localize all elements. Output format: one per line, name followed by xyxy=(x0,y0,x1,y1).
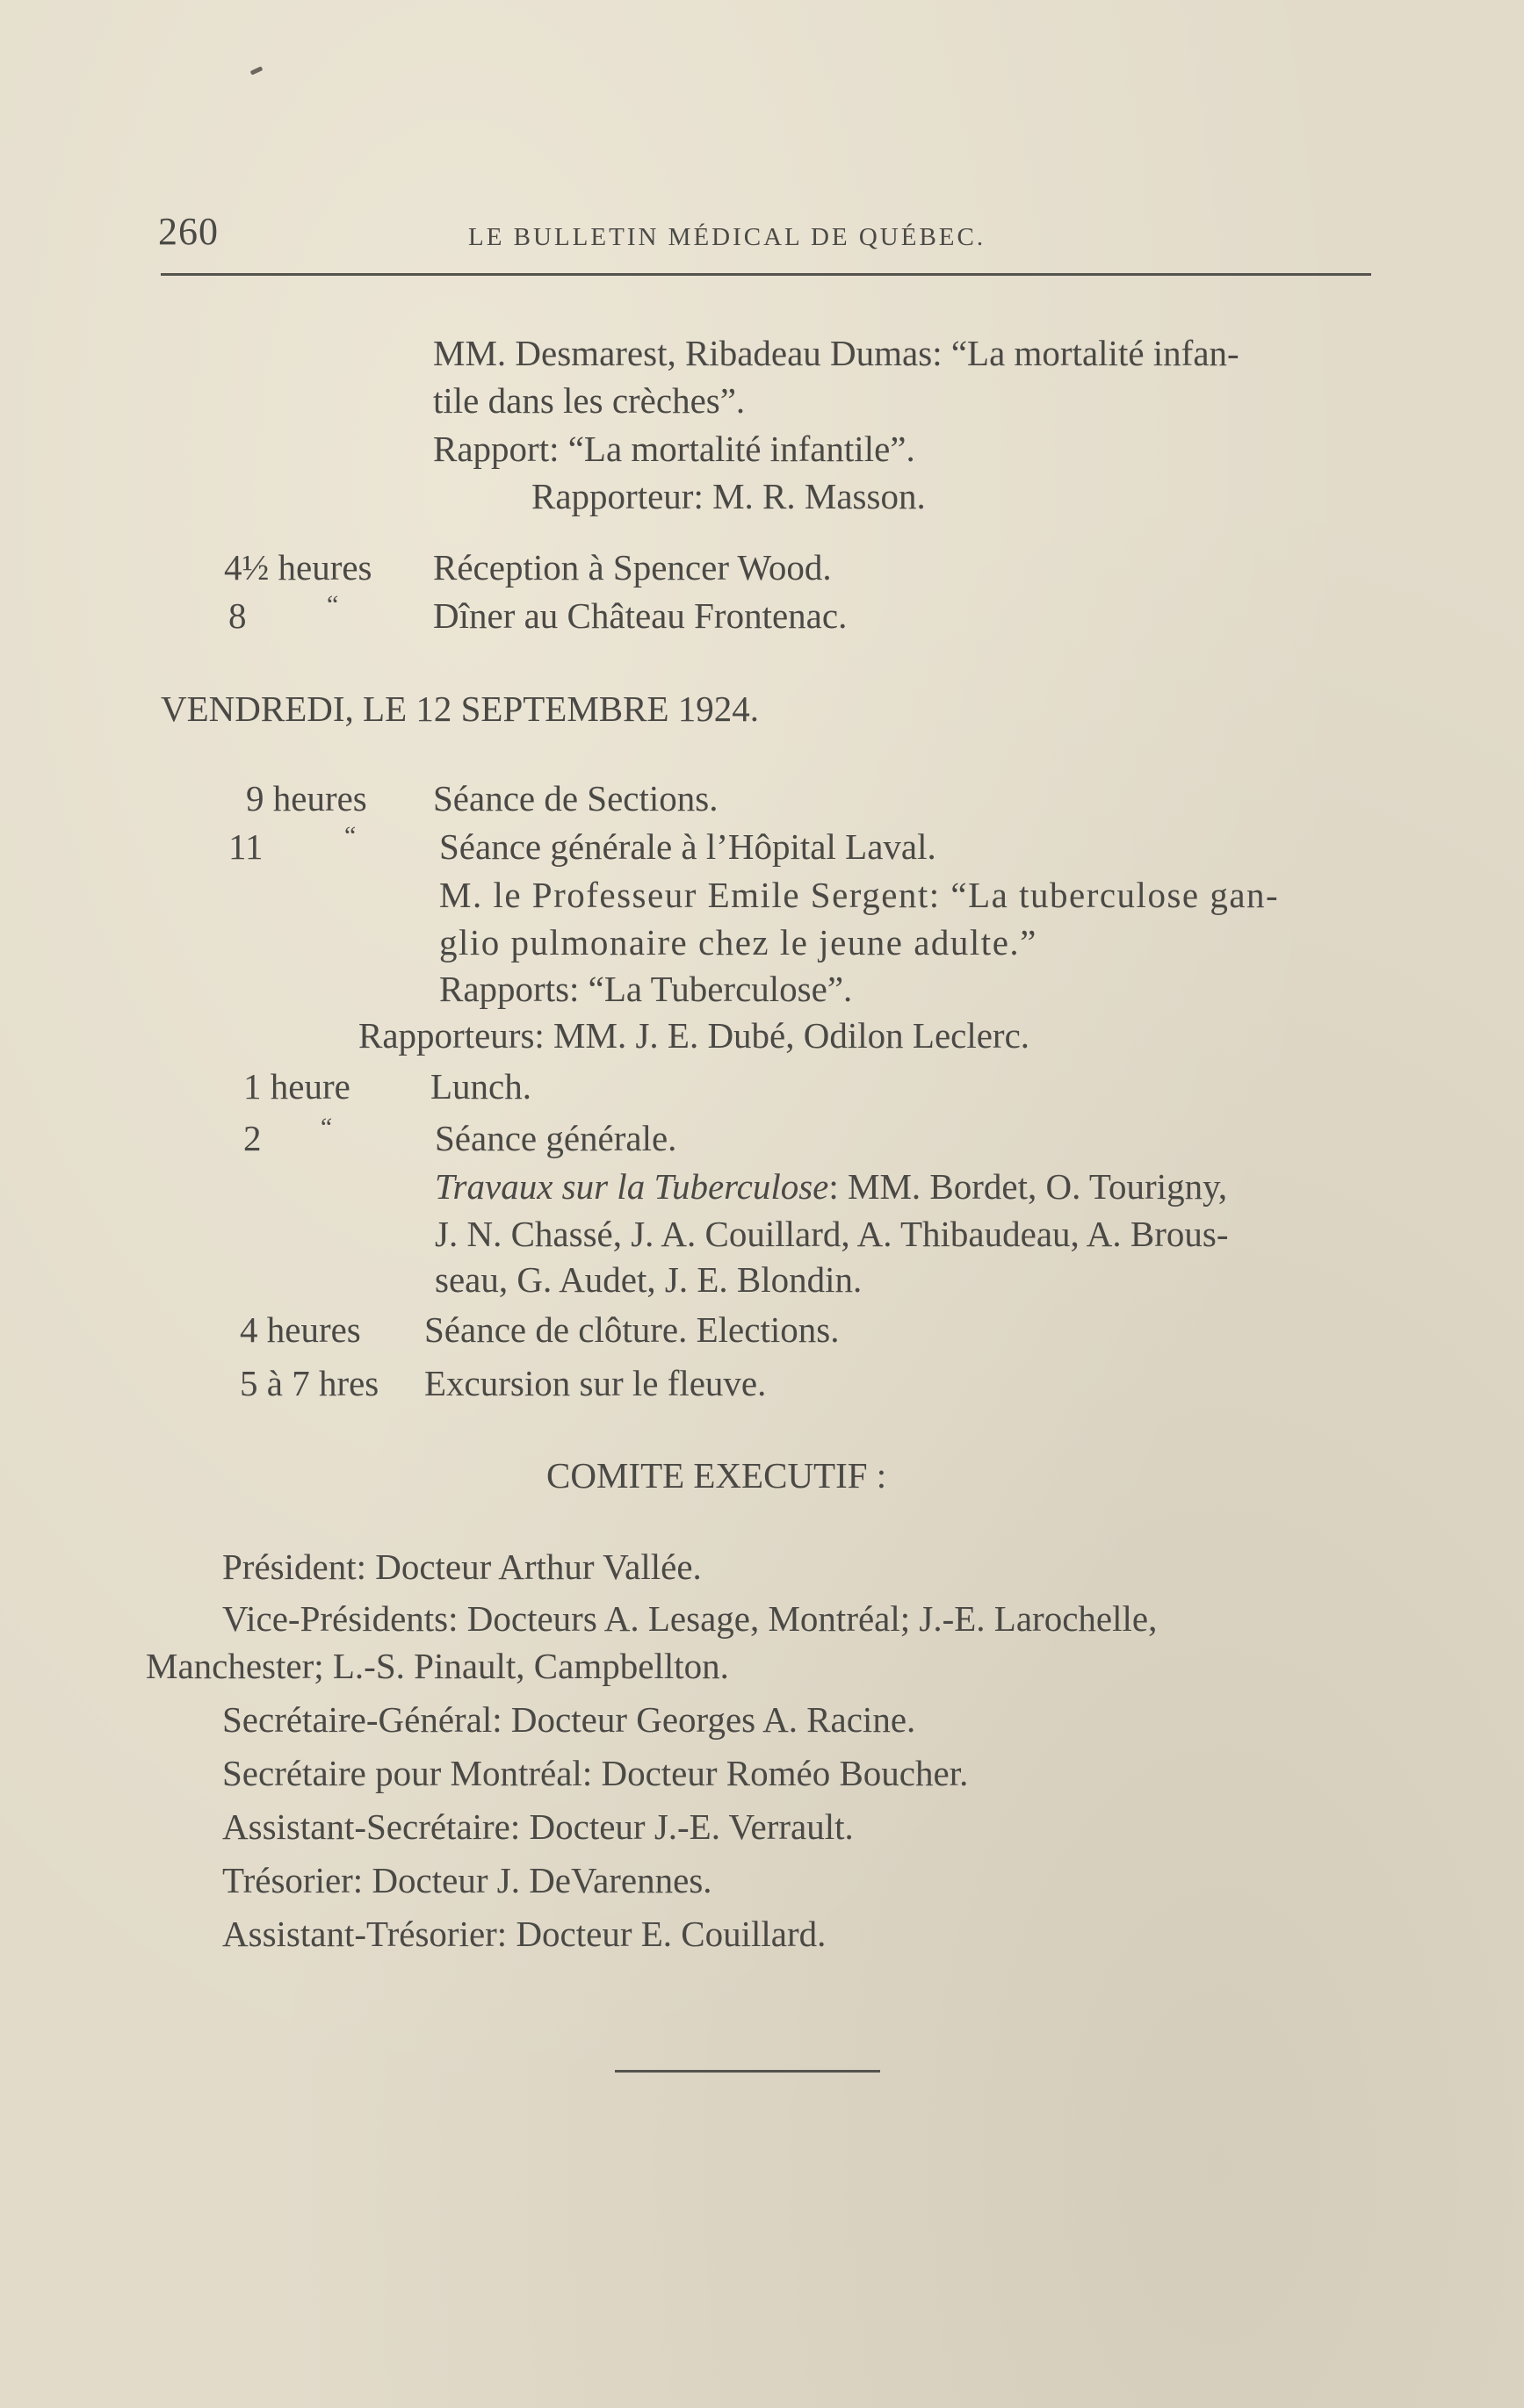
rapport-line: Rapport: “La mortalité infantile”. xyxy=(433,429,915,469)
travaux-names-1: : MM. Bordet, O. Tourigny, xyxy=(828,1166,1228,1207)
committee-assistant-tresorier: Assistant-Trésorier: Docteur E. Couillard. xyxy=(222,1914,827,1954)
rapporteur-line: Rapporteur: M. R. Masson. xyxy=(531,476,926,516)
event-cloture: Séance de clôture. Elections. xyxy=(424,1309,840,1350)
event-lunch: Lunch. xyxy=(430,1066,531,1107)
event-seance-generale-afternoon: Séance générale. xyxy=(435,1118,677,1158)
closing-rule xyxy=(615,2070,880,2073)
rapports-tuberculose: Rapports: “La Tuberculose”. xyxy=(439,969,853,1009)
time-lunch: 1 heure xyxy=(243,1066,350,1107)
time-seance-generale-ditto: “ xyxy=(344,821,357,850)
event-reception: Réception à Spencer Wood. xyxy=(433,547,832,588)
time-excursion: 5 à 7 hres xyxy=(240,1363,379,1403)
day-heading-friday: VENDREDI, LE 12 SEPTEMBRE 1924. xyxy=(161,689,760,729)
speakers-line-1: MM. Desmarest, Ribadeau Dumas: “La mortalité infan- xyxy=(433,333,1239,373)
committee-secretaire-general: Secrétaire-Général: Docteur Georges A. Racine. xyxy=(222,1699,916,1740)
header-rule xyxy=(161,273,1371,276)
committee-vice-presidents-1: Vice-Présidents: Docteurs A. Lesage, Montréal; J.-E. Larochelle, xyxy=(222,1598,1158,1639)
committee-president: Président: Docteur Arthur Vallée. xyxy=(222,1546,702,1587)
travaux-line-3: seau, G. Audet, J. E. Blondin. xyxy=(435,1259,863,1300)
event-seance-hopital-laval: Séance générale à l’Hôpital Laval. xyxy=(439,826,936,867)
event-sections: Séance de Sections. xyxy=(433,778,719,818)
rapporteurs-tuberculose: Rapporteurs: MM. J. E. Dubé, Odilon Leclerc. xyxy=(358,1015,1030,1056)
committee-secretaire-montreal: Secrétaire pour Montréal: Docteur Roméo Boucher. xyxy=(222,1753,969,1793)
committee-assistant-secretaire: Assistant-Secrétaire: Docteur J.-E. Verrault. xyxy=(222,1806,854,1847)
travaux-line-1 xyxy=(435,1165,1227,1208)
sergent-line-1: M. le Professeur Emile Sergent: “La tuberculose gan- xyxy=(439,875,1280,915)
committee-vice-presidents-2: Manchester; L.-S. Pinault, Campbellton. xyxy=(146,1646,729,1686)
committee-tresorier: Trésorier: Docteur J. DeVarennes. xyxy=(222,1860,712,1900)
time-cloture: 4 heures xyxy=(240,1309,361,1350)
ink-speck xyxy=(250,66,264,75)
travaux-line-2: J. N. Chassé, J. A. Couillard, A. Thibaudeau, A. Brous- xyxy=(435,1214,1229,1254)
time-reception: 4½ heures xyxy=(224,547,372,588)
time-sections: 9 heures xyxy=(246,778,367,818)
time-afternoon-hour: 2 xyxy=(243,1118,262,1158)
page-number: 260 xyxy=(158,210,219,253)
travaux-italic-title: Travaux sur la Tuberculose xyxy=(435,1166,829,1207)
time-diner-hour: 8 xyxy=(228,595,247,636)
speakers-line-2: tile dans les crèches”. xyxy=(433,380,746,421)
time-afternoon-ditto: “ xyxy=(318,1113,333,1142)
committee-heading: COMITE EXECUTIF : xyxy=(546,1455,887,1496)
event-excursion: Excursion sur le fleuve. xyxy=(424,1363,767,1403)
time-diner-ditto: “ xyxy=(327,590,339,619)
event-diner: Dîner au Château Frontenac. xyxy=(433,595,848,636)
time-seance-generale-hour: 11 xyxy=(228,826,264,867)
sergent-line-2: glio pulmonaire chez le jeune adulte.” xyxy=(439,922,1037,962)
running-header-title: LE BULLETIN MÉDICAL DE QUÉBEC. xyxy=(468,223,986,251)
